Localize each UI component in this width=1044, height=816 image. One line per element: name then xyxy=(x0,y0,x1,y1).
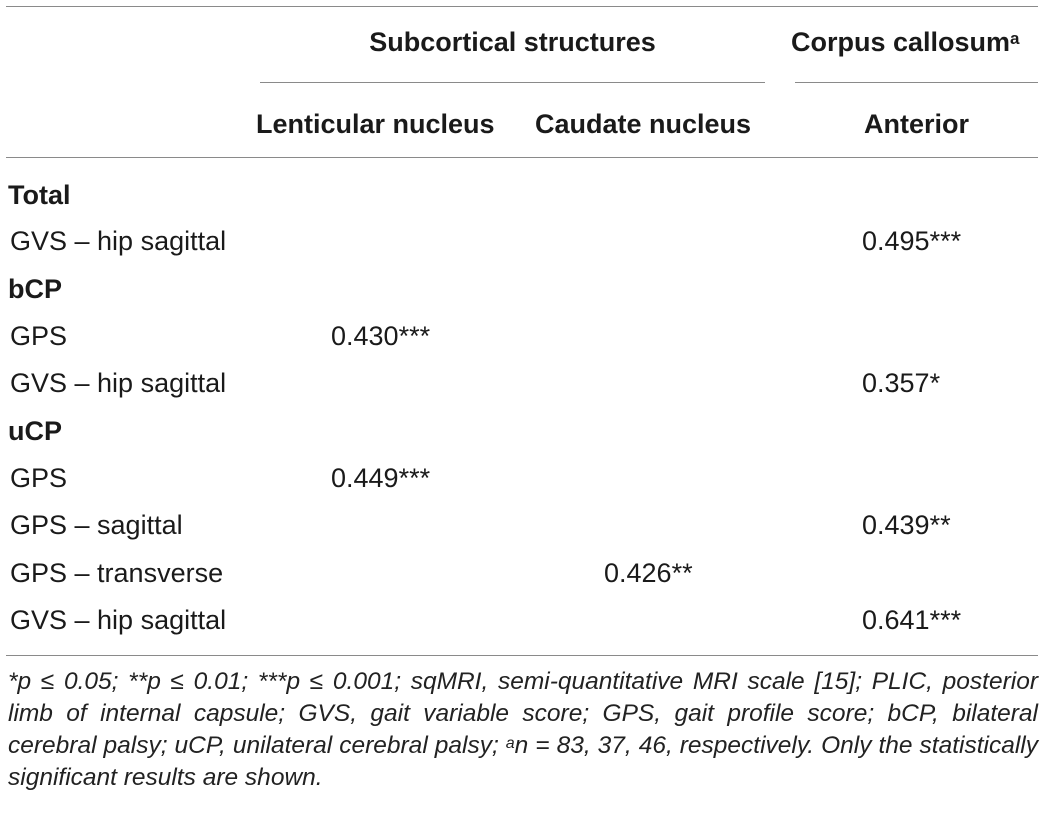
cell-anterior: 0.357* xyxy=(862,368,941,398)
section-label-total: Total xyxy=(8,180,71,210)
row-label: GPS – sagittal xyxy=(10,510,183,540)
row-label: GVS – hip sagittal xyxy=(10,368,227,398)
table-top-rule xyxy=(6,6,1038,7)
row-label: GPS – transverse xyxy=(10,558,224,588)
subcortical-group-rule xyxy=(260,82,765,83)
group-header-subcortical: Subcortical structures xyxy=(369,27,656,57)
row-label: GVS – hip sagittal xyxy=(10,226,227,256)
row-label: GVS – hip sagittal xyxy=(10,605,227,635)
group-header-corpus-callosum xyxy=(791,26,1020,58)
cell-anterior: 0.439** xyxy=(862,510,951,540)
section-label-bcp: bCP xyxy=(8,274,62,304)
cell-lenticular: 0.449*** xyxy=(331,463,431,493)
column-header-lenticular: Lenticular nucleus xyxy=(256,109,495,139)
footnote-sup: a xyxy=(505,735,515,752)
header-bottom-rule xyxy=(6,157,1038,158)
row-label: GPS xyxy=(10,463,68,493)
cell-anterior: 0.495*** xyxy=(862,226,962,256)
footnote-text-part2: n = 83, 37, 46, respectively. Only the statistically significant results are shown. xyxy=(8,732,1038,791)
footnote-text-part1: *p ≤ 0.05; **p ≤ 0.01; ***p ≤ 0.001; sqMRI, semi-quantitative MRI scale [15]; PLIC, posterior limb of internal capsule; GVS, gait variable score; GPS, gait profile score; bCP, bilateral cerebral palsy; uCP, unilateral cerebral palsy; xyxy=(8,668,1038,759)
corpus-callosum-group-rule xyxy=(795,82,1038,83)
column-header-caudate: Caudate nucleus xyxy=(535,109,752,139)
table-footnote xyxy=(8,666,1038,794)
cell-caudate: 0.426** xyxy=(604,558,693,588)
group-header-corpus-callosum-text: Corpus callosum xyxy=(791,27,1011,57)
cell-anterior: 0.641*** xyxy=(862,605,962,635)
group-header-corpus-callosum-sup: a xyxy=(1010,29,1020,48)
table-bottom-rule xyxy=(6,655,1038,656)
column-header-anterior: Anterior xyxy=(863,109,969,139)
section-label-ucp: uCP xyxy=(8,416,62,446)
row-label: GPS xyxy=(10,321,68,351)
cell-lenticular: 0.430*** xyxy=(331,321,431,351)
